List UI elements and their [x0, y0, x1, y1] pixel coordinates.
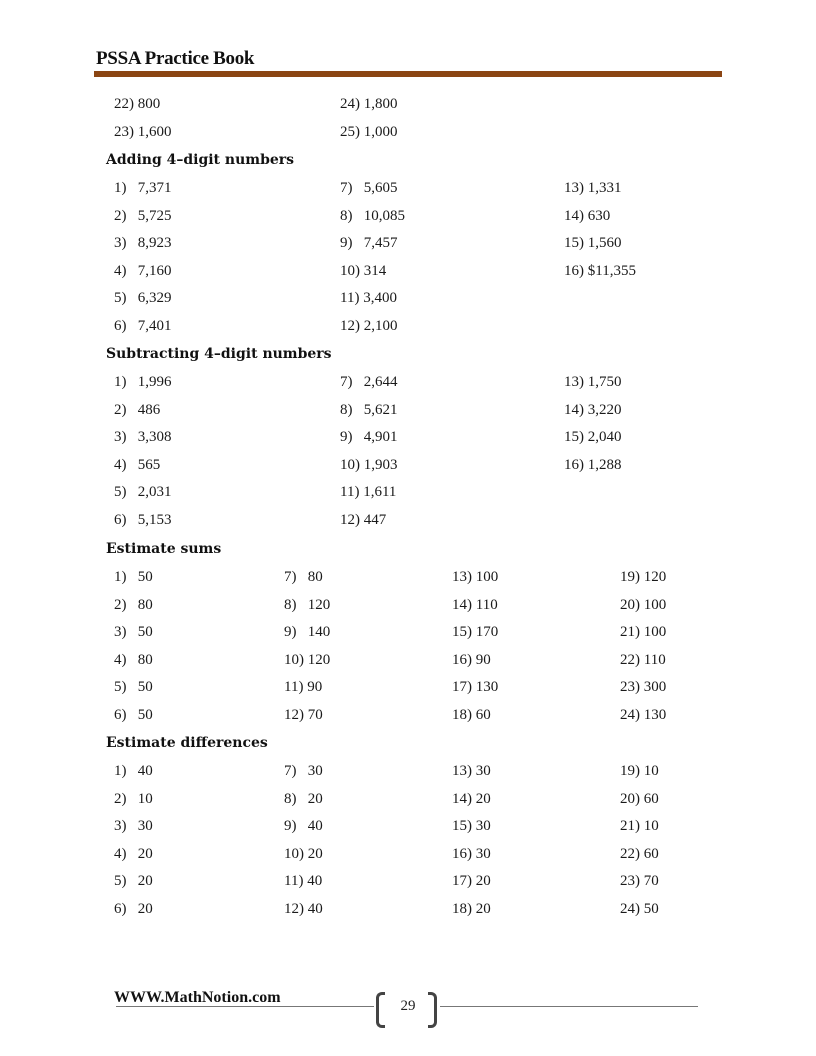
answer-item: 21) 100	[620, 624, 667, 641]
footer-rule-right	[440, 1006, 698, 1007]
answer-item: 23) 70	[620, 873, 659, 890]
answer-item: 18) 60	[452, 707, 491, 723]
answer-item: 11) 3,400	[340, 290, 397, 307]
answer-item: 17) 130	[452, 679, 499, 696]
answer-item: 10) 120	[284, 651, 331, 668]
page-number-bracket-left	[376, 992, 385, 1028]
answer-item: 12) 2,100	[340, 318, 398, 334]
answer-item: 16) 1,288	[564, 456, 622, 473]
answer-item: 15) 170	[452, 624, 499, 641]
answer-item: 4) 565	[114, 456, 161, 473]
answer-item: 5) 20	[114, 873, 153, 890]
answer-item: 9) 7,457	[340, 235, 398, 252]
answer-item: 5) 50	[114, 679, 153, 696]
header-rule	[94, 71, 722, 77]
answer-item: 4) 7,160	[114, 262, 172, 279]
answer-item: 8) 120	[284, 596, 331, 613]
answer-item: 22) 110	[620, 651, 666, 668]
answer-item: 5) 6,329	[114, 290, 172, 307]
footer-rule-left	[116, 1006, 374, 1007]
answer-item: 10) 20	[284, 845, 323, 862]
answer-item: 13) 30	[452, 763, 491, 779]
answer-item: 16) 30	[452, 845, 491, 862]
answer-item: 2) 5,725	[114, 207, 172, 224]
answer-item: 1) 7,371	[114, 180, 172, 196]
answer-item: 14) 3,220	[564, 401, 622, 418]
answer-item: 7) 80	[284, 569, 323, 585]
answer-item: 14) 20	[452, 790, 491, 807]
answer-item: 14) 630	[564, 207, 611, 224]
answer-item: 7) 5,605	[340, 180, 398, 196]
answer-item: 2) 80	[114, 596, 153, 613]
answer-item: 4) 20	[114, 845, 153, 862]
answer-item: 1) 50	[114, 569, 153, 585]
answer-item: 11) 90	[284, 679, 323, 696]
answer-item: 6) 50	[114, 707, 153, 723]
answer-item: 10) 1,903	[340, 456, 398, 473]
answer-item: 3) 30	[114, 818, 153, 835]
section-heading: Estimate differences	[106, 735, 268, 751]
answer-item: 19) 120	[620, 569, 667, 585]
answer-item: 11) 40	[284, 873, 323, 890]
answer-item: 13) 100	[452, 569, 499, 585]
answer-item: 20) 100	[620, 596, 667, 613]
answer-item: 24) 50	[620, 901, 659, 917]
answer-item: 12) 70	[284, 707, 323, 723]
answer-item: 12) 447	[340, 512, 387, 528]
answer-item: 6) 20	[114, 901, 153, 917]
answer-item: 12) 40	[284, 901, 323, 917]
answer-item: 22) 60	[620, 845, 659, 862]
answer-item: 10) 314	[340, 262, 387, 279]
answer-item: 25) 1,000	[340, 123, 398, 140]
answer-item: 17) 20	[452, 873, 491, 890]
page-header-title: PSSA Practice Book	[96, 48, 255, 69]
answer-item: 11) 1,611	[340, 484, 397, 501]
answer-item: 9) 40	[284, 818, 323, 835]
footer-website: WWW.MathNotion.com	[114, 989, 281, 1006]
answer-item: 21) 10	[620, 818, 659, 835]
section-heading: Estimate sums	[106, 541, 222, 557]
answer-item: 8) 10,085	[340, 207, 405, 224]
answer-item: 5) 2,031	[114, 484, 172, 501]
answer-item: 23) 300	[620, 679, 667, 696]
answer-item: 3) 50	[114, 624, 153, 641]
answer-item: 15) 2,040	[564, 429, 622, 446]
answer-item: 13) 1,750	[564, 374, 622, 390]
answer-item: 23) 1,600	[114, 123, 172, 140]
answer-item: 14) 110	[452, 596, 498, 613]
answer-item: 4) 80	[114, 651, 153, 668]
answer-item: 8) 5,621	[340, 401, 398, 418]
section-heading: Subtracting 4–digit numbers	[106, 346, 332, 362]
answer-item: 3) 8,923	[114, 235, 172, 252]
answer-item: 2) 10	[114, 790, 153, 807]
answer-item: 16) $11,355	[564, 262, 636, 279]
answer-item: 2) 486	[114, 401, 161, 418]
answer-item: 7) 30	[284, 763, 323, 779]
answer-item: 1) 40	[114, 763, 153, 779]
answer-item: 7) 2,644	[340, 374, 398, 390]
answer-item: 24) 130	[620, 707, 667, 723]
page-number: 29	[400, 998, 416, 1014]
answer-item: 22) 800	[114, 96, 161, 112]
answer-item: 3) 3,308	[114, 429, 172, 446]
answer-item: 8) 20	[284, 790, 323, 807]
answer-item: 1) 1,996	[114, 374, 172, 390]
answer-item: 18) 20	[452, 901, 491, 917]
answer-item: 15) 30	[452, 818, 491, 835]
answer-item: 6) 5,153	[114, 512, 172, 528]
answer-item: 13) 1,331	[564, 180, 622, 196]
answer-item: 6) 7,401	[114, 318, 172, 334]
answer-item: 9) 4,901	[340, 429, 398, 446]
answer-item: 9) 140	[284, 624, 331, 641]
page-number-bracket-right	[428, 992, 437, 1028]
answer-item: 24) 1,800	[340, 96, 398, 112]
answer-item: 20) 60	[620, 790, 659, 807]
answer-item: 15) 1,560	[564, 235, 622, 252]
answer-item: 16) 90	[452, 651, 491, 668]
answer-item: 19) 10	[620, 763, 659, 779]
section-heading: Adding 4–digit numbers	[106, 152, 295, 168]
